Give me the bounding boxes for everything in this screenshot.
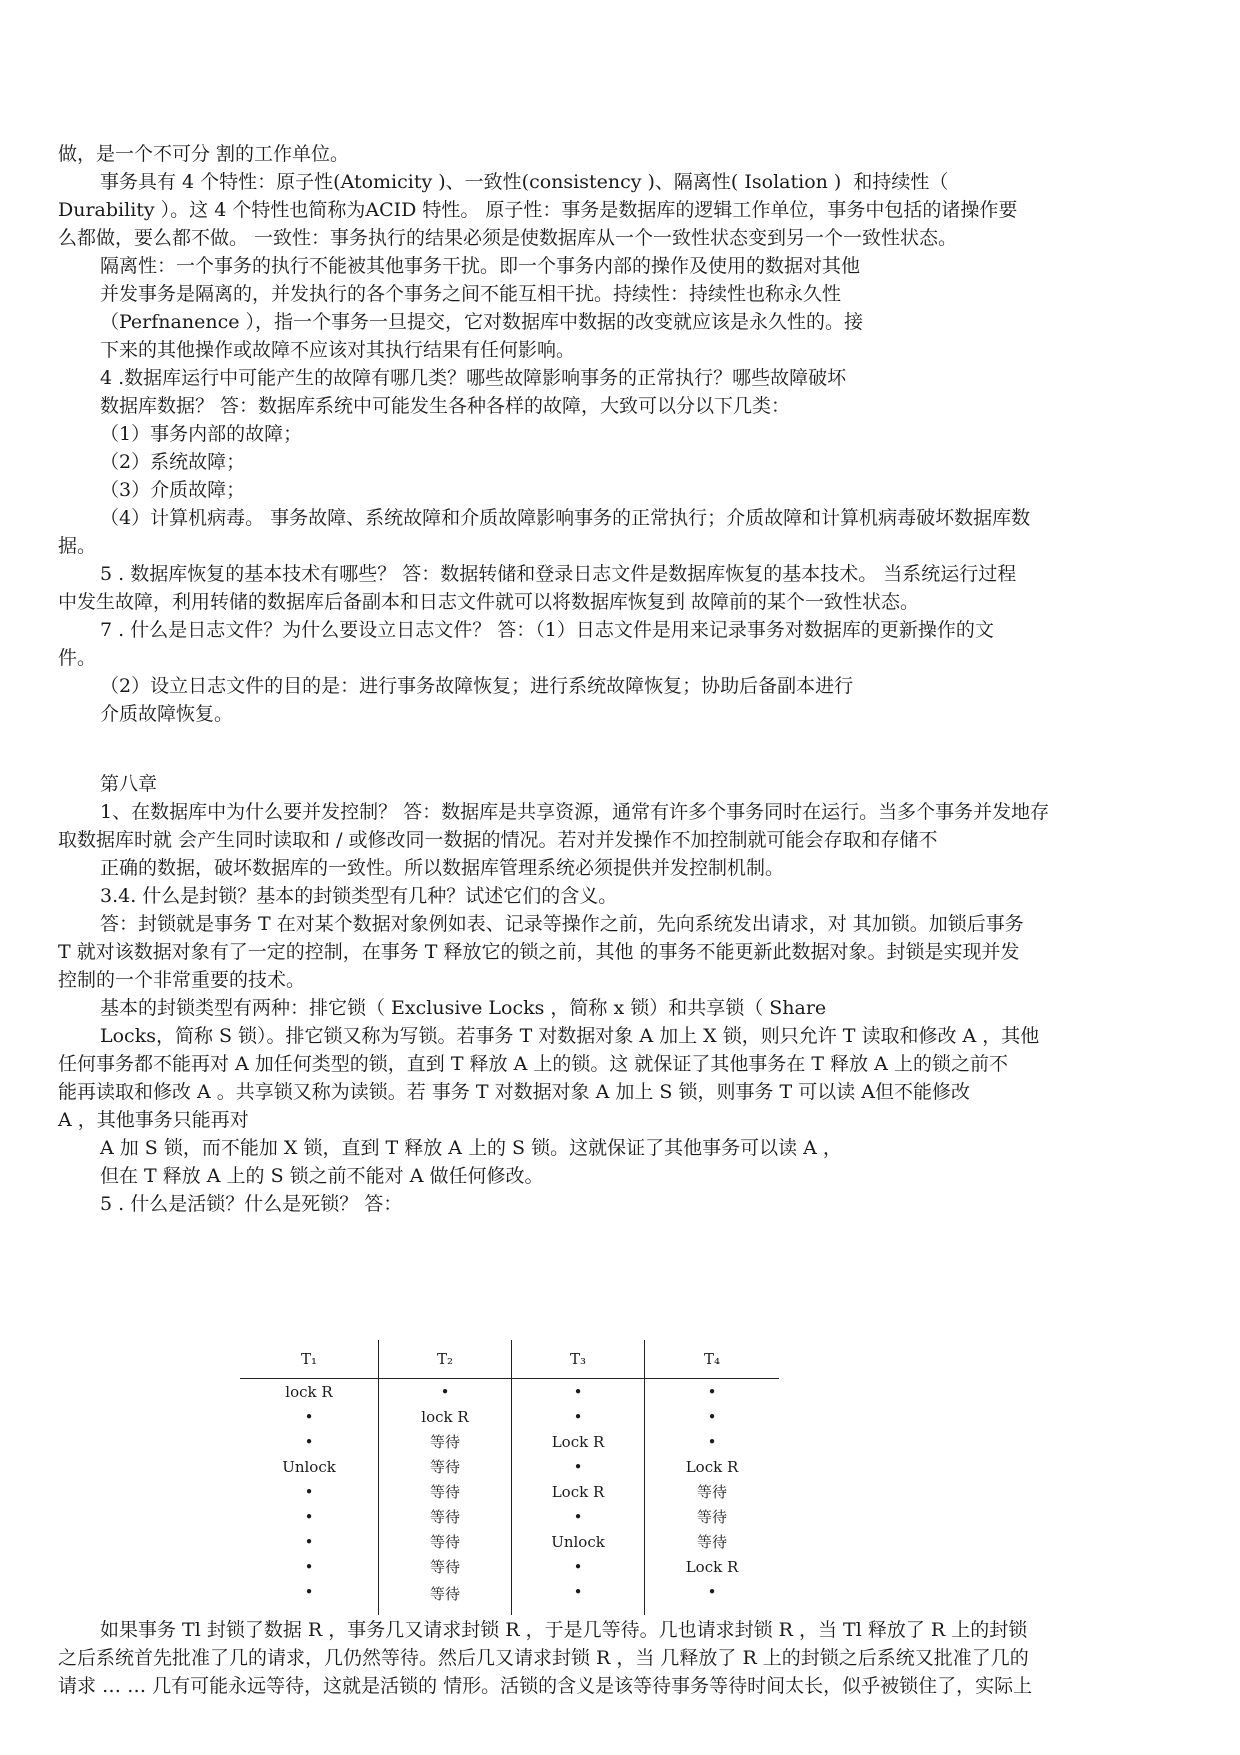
text-line: 数据库数据？ 答：数据库系统中可能发生各种各样的故障，大致可以分以下几类： xyxy=(100,395,791,417)
table-cell: Unlock xyxy=(512,1529,645,1554)
text-line: （1）事务内部的故障； xyxy=(100,423,303,445)
table-header-t3: T₃ xyxy=(512,1340,645,1379)
table-cell: • xyxy=(512,1379,645,1405)
table-cell: • xyxy=(512,1404,645,1429)
text-line: 隔离性：一个事务的执行不能被其他事务干扰。即一个事务内部的操作及使用的数据对其他 xyxy=(100,255,861,277)
table-cell: 等待 xyxy=(379,1429,512,1454)
table-cell: • xyxy=(512,1554,645,1579)
text-line: 正确的数据，破坏数据库的一致性。所以数据库管理系统必须提供并发控制机制。 xyxy=(100,857,785,879)
table-row xyxy=(240,1504,779,1529)
text-line: 答：封锁就是事务 T 在对某个数据对象例如表、记录等操作之前，先向系统发出请求，对 其加锁。加锁后事务 xyxy=(100,913,1024,935)
text-line: 么都做，要么都不做。 一致性：事务执行的结果必须是使数据库从一个一致性状态变到另一个一致性状态。 xyxy=(58,227,958,249)
text-line: 之后系统首先批准了几的请求，几仍然等待。然后几又请求封锁 R ，当 几释放了 R 上的封锁之后系统又批准了几的 xyxy=(58,1647,1029,1669)
text-line: 5 . 什么是活锁？什么是死锁？ 答： xyxy=(100,1193,403,1215)
table-header-t1: T₁ xyxy=(240,1340,379,1379)
table-cell: 等待 xyxy=(645,1529,780,1554)
table-cell: • xyxy=(304,1532,314,1551)
table-cell: • xyxy=(512,1579,645,1615)
table-cell: 等待 xyxy=(379,1479,512,1504)
table-row xyxy=(240,1429,779,1454)
text-line: 7 . 什么是日志文件？为什么要设立日志文件？ 答：（1）日志文件是用来记录事务对数据库的更新操作的文 xyxy=(100,619,994,641)
text-line: 3.4. 什么是封锁？基本的封锁类型有几种？试述它们的含义。 xyxy=(100,885,618,907)
table-cell: Lock R xyxy=(645,1554,780,1579)
text-line: 请求 … … 几有可能永远等待，这就是活锁的 情形。活锁的含义是该等待事务等待时间太长，似乎被锁住了，实际上 xyxy=(58,1675,1033,1697)
text-line: Durability ）。这 4 个特性也简称为ACID 特性。 原子性：事务是数据库的逻辑工作单位，事务中包括的诸操作要 xyxy=(58,199,1018,221)
table-cell: • xyxy=(512,1504,645,1529)
table-cell: • xyxy=(304,1507,314,1526)
table-cell: • xyxy=(304,1583,314,1601)
table-header-t4: T₄ xyxy=(645,1340,780,1379)
text-line: 第八章 xyxy=(100,773,158,795)
text-line: 下来的其他操作或故障不应该对其执行结果有任何影响。 xyxy=(100,339,576,361)
table-cell: • xyxy=(304,1557,314,1576)
table-cell: Lock R xyxy=(645,1454,780,1479)
text-line: 做，是一个不可分 割的工作单位。 xyxy=(58,143,350,165)
text-line: A 加 S 锁，而不能加 X 锁，直到 T 释放 A 上的 S 锁。这就保证了其他事务可以读 A ， xyxy=(100,1137,842,1159)
table-cell: 等待 xyxy=(645,1479,780,1504)
livelock-table xyxy=(240,1340,779,1615)
table-body xyxy=(240,1379,779,1616)
text-line: （3）介质故障； xyxy=(100,479,246,501)
text-line: （2）系统故障； xyxy=(100,451,246,473)
table-row xyxy=(240,1529,779,1554)
text-line: 4 .数据库运行中可能产生的故障有哪几类？哪些故障影响事务的正常执行？哪些故障破坏 xyxy=(100,367,847,389)
text-line: 任何事务都不能再对 A 加任何类型的锁，直到 T 释放 A 上的锁。这 就保证了其他事务在 T 释放 A 上的锁之前不 xyxy=(58,1053,1008,1075)
table-cell: 等待 xyxy=(645,1504,780,1529)
table-cell: • xyxy=(304,1432,314,1451)
text-line: （Perfnanence ），指一个事务一旦提交，它对数据库中数据的改变就应该是永久性的。接 xyxy=(100,311,863,333)
text-line: 事务具有 4 个特性：原子性(Atomicity )、一致性(consistency )、隔离性( Isolation ) 和持续性（ xyxy=(100,171,949,193)
table-cell: • xyxy=(512,1454,645,1479)
text-line: 5 . 数据库恢复的基本技术有哪些？ 答：数据转储和登录日志文件是数据库恢复的基本技术。 当系统运行过程 xyxy=(100,563,1017,585)
table-row xyxy=(240,1379,779,1405)
text-line: T 就对该数据对象有了一定的控制，在事务 T 释放它的锁之前，其他 的事务不能更新此数据对象。封锁是实现并发 xyxy=(58,941,1020,963)
text-line: 能再读取和修改 A 。共享锁又称为读锁。若 事务 T 对数据对象 A 加上 S 锁，则事务 T 可以读 A但不能修改 xyxy=(58,1081,971,1103)
text-line: 控制的一个非常重要的技术。 xyxy=(58,969,306,991)
table-cell: Lock R xyxy=(512,1429,645,1454)
table-header-t2: T₂ xyxy=(379,1340,512,1379)
table-cell: 等待 xyxy=(379,1554,512,1579)
table-cell: • xyxy=(645,1429,780,1454)
table-cell: • xyxy=(304,1407,314,1426)
text-line: 取数据库时就 会产生同时读取和 / 或修改同一数据的情况。若对并发操作不加控制就可能会存取和存储不 xyxy=(58,829,938,851)
text-line: 如果事务 Tl 封锁了数据 R ，事务几又请求封锁 R ，于是几等待。几也请求封锁 R ，当 Tl 释放了 R 上的封锁 xyxy=(100,1619,1028,1641)
text-line: 据。 xyxy=(58,535,97,557)
table-row xyxy=(240,1554,779,1579)
table-header-row xyxy=(240,1340,779,1379)
table-row xyxy=(240,1454,779,1479)
table-cell: lock R xyxy=(285,1382,333,1401)
table-cell: Lock R xyxy=(512,1479,645,1504)
text-line: 介质故障恢复。 xyxy=(100,703,234,725)
table-row xyxy=(240,1579,779,1615)
text-line: 基本的封锁类型有两种：排它锁（ Exclusive Locks ，简称 x 锁）和共享锁（ Share xyxy=(100,997,827,1019)
table-cell: • xyxy=(645,1379,780,1405)
text-line: Locks，简称 S 锁）。排它锁又称为写锁。若事务 T 对数据对象 A 加上 X 锁，则只允许 T 读取和修改 A ，其他 xyxy=(100,1025,1040,1047)
table-cell: • xyxy=(379,1379,512,1405)
text-line: 件。 xyxy=(58,647,97,669)
text-line: 1、在数据库中为什么要并发控制？ 答：数据库是共享资源，通常有许多个事务同时在运行。当多个事务并发地存 xyxy=(100,801,1050,823)
table-row xyxy=(240,1479,779,1504)
table-cell: lock R xyxy=(379,1404,512,1429)
table-cell: 等待 xyxy=(379,1579,512,1615)
table-cell: • xyxy=(645,1579,780,1615)
table-row xyxy=(240,1404,779,1429)
table-cell: 等待 xyxy=(379,1504,512,1529)
text-line: A ，其他事务只能再对 xyxy=(58,1109,249,1131)
table-cell: 等待 xyxy=(379,1454,512,1479)
text-line: （2）设立日志文件的目的是：进行事务故障恢复；进行系统故障恢复；协助后备副本进行 xyxy=(100,675,854,697)
text-line: （4）计算机病毒。 事务故障、系统故障和介质故障影响事务的正常执行；介质故障和计算机病毒破坏数据库数 xyxy=(100,507,1031,529)
table-cell: • xyxy=(304,1482,314,1501)
table-cell: • xyxy=(645,1404,780,1429)
table-cell: Unlock xyxy=(282,1457,336,1476)
table-cell: 等待 xyxy=(379,1529,512,1554)
text-line: 中发生故障，利用转储的数据库后备副本和日志文件就可以将数据库恢复到 故障前的某个一致性状态。 xyxy=(58,591,920,613)
text-line: 但在 T 释放 A 上的 S 锁之前不能对 A 做任何修改。 xyxy=(100,1165,544,1187)
text-line: 并发事务是隔离的，并发执行的各个事务之间不能互相干扰。持续性：持续性也称永久性 xyxy=(100,283,842,305)
